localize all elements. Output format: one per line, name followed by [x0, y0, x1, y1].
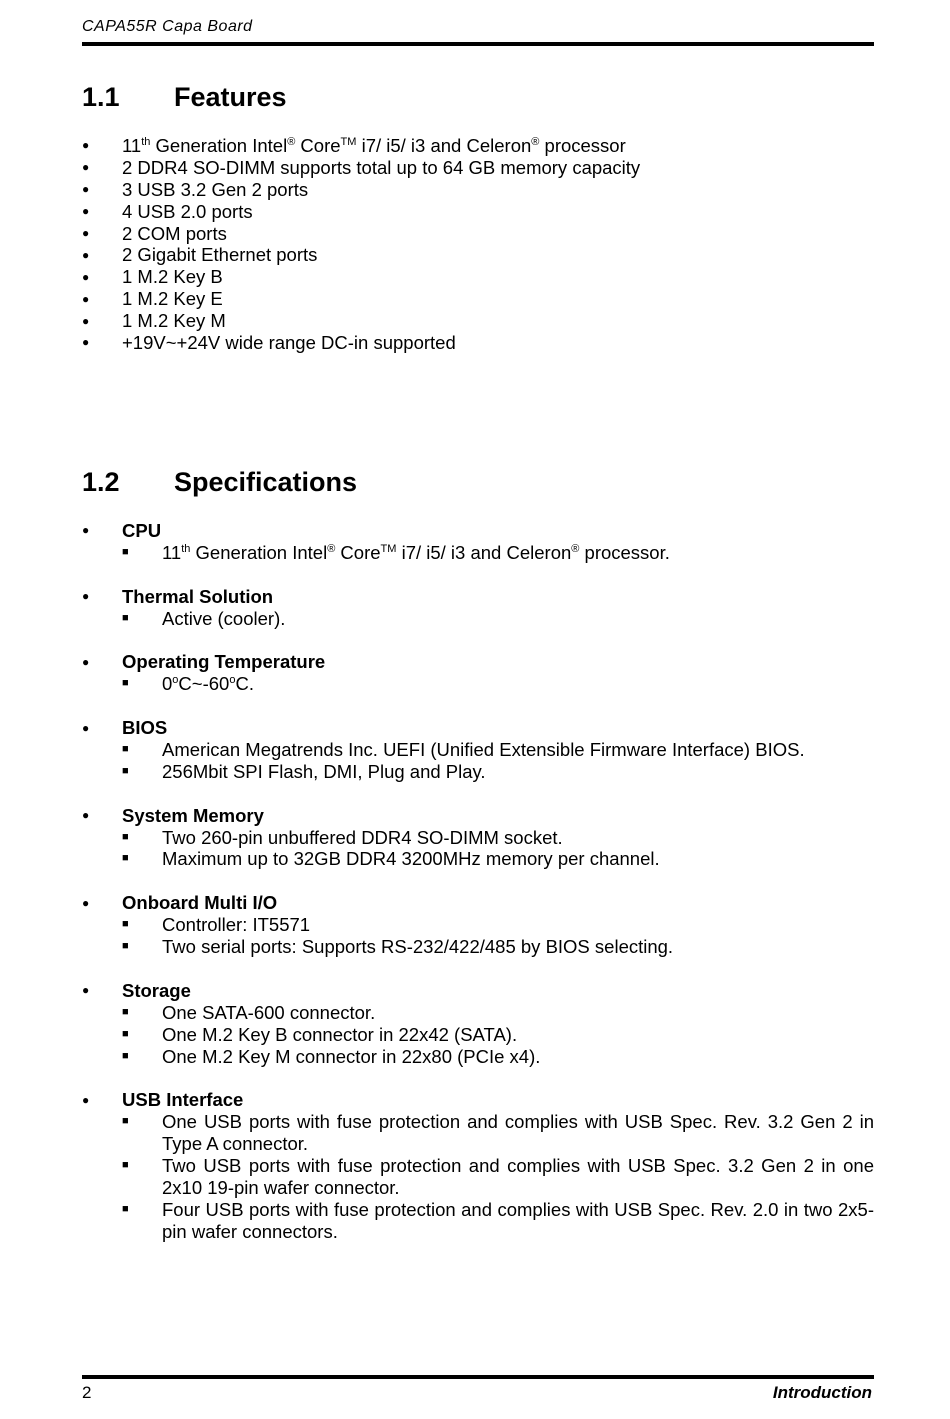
spec-item: ■ Four USB ports with fuse protection and complies with USB Spec. Rev. 2.0 in two 2x5-pin wafer connectors. — [82, 1199, 874, 1243]
spec-group-temperature — [82, 651, 874, 695]
section-number: 1.1 — [82, 82, 120, 112]
square-bullet-icon: ■ — [122, 1005, 129, 1018]
feature-item — [82, 332, 874, 354]
spec-item: ■ 11th Generation Intel® Core™ i7/ i5/ i3 and Celeron® processor. — [82, 542, 874, 564]
bullet-icon: ● — [82, 313, 90, 328]
spec-group-usb — [82, 1089, 874, 1242]
section-number: 1.2 — [82, 467, 120, 497]
spec-item: ■ One SATA-600 connector. — [82, 1002, 874, 1024]
square-bullet-icon: ■ — [122, 677, 129, 690]
square-bullet-icon: ■ — [122, 852, 129, 865]
feature-item — [82, 201, 874, 223]
square-bullet-icon: ■ — [122, 940, 129, 953]
spec-item: ■ 0$^o$C~-60$^o$C. — [82, 673, 874, 695]
spec-item: ■ Controller: IT5571 — [82, 914, 874, 936]
square-bullet-icon: ■ — [122, 545, 129, 558]
bullet-icon: ● — [82, 138, 90, 153]
square-bullet-icon: ■ — [122, 918, 129, 931]
bullet-icon: ● — [82, 589, 90, 604]
bullet-icon: ● — [82, 160, 90, 175]
feature-item — [82, 288, 874, 310]
spec-item: ■ One M.2 Key M connector in 22x80 (PCIe x4). — [82, 1046, 874, 1068]
feature-item — [82, 310, 874, 332]
spec-group-bios — [82, 717, 874, 783]
spec-item: ■ American Megatrends Inc. UEFI (Unified Extensible Firmware Interface) BIOS. — [82, 739, 874, 761]
spec-heading: Storage — [122, 979, 191, 1001]
bullet-icon: ● — [82, 654, 90, 669]
spec-item: ■ Maximum up to 32GB DDR4 3200MHz memory per channel. — [82, 848, 874, 870]
feature-text: 1 M.2 Key B — [122, 266, 223, 288]
spec-item: ■ Two 260-pin unbuffered DDR4 SO-DIMM socket. — [82, 827, 874, 849]
feature-text: 1 M.2 Key E — [122, 288, 223, 310]
feature-text: 2 COM ports — [122, 222, 227, 244]
bullet-icon: ● — [82, 523, 90, 538]
feature-text: 2 DDR4 SO-DIMM supports total up to 64 GB memory capacity — [122, 156, 641, 178]
spec-item: ■ One M.2 Key B connector in 22x42 (SATA). — [82, 1024, 874, 1046]
square-bullet-icon: ■ — [122, 1049, 129, 1062]
square-bullet-icon: ■ — [122, 830, 129, 843]
bullet-icon: ● — [82, 204, 90, 219]
square-bullet-icon: ■ — [122, 1027, 129, 1040]
spec-item: ■ Two serial ports: Supports RS-232/422/485 by BIOS selecting. — [82, 936, 874, 958]
spec-item: ■ One USB ports with fuse protection and complies with USB Spec. Rev. 3.2 Gen 2 in Type A connector. — [82, 1111, 874, 1155]
feature-text: 3 USB 3.2 Gen 2 ports — [122, 178, 309, 200]
square-bullet-icon: ■ — [122, 1159, 129, 1172]
feature-item — [82, 179, 874, 201]
footer-section-name: Introduction — [772, 1383, 872, 1402]
feature-item — [82, 135, 874, 157]
spec-group-cpu — [82, 520, 874, 564]
bullet-icon: ● — [82, 247, 90, 262]
spec-heading: Thermal Solution — [122, 585, 274, 607]
feature-text: 11th Generation Intel® Core™ i7/ i5/ i3 and Celeron® processor — [122, 135, 626, 156]
bullet-icon: ● — [82, 808, 90, 823]
footer-rule — [82, 1375, 874, 1379]
bullet-icon: ● — [82, 291, 90, 306]
square-bullet-icon: ■ — [122, 742, 129, 755]
bullet-icon: ● — [82, 895, 90, 910]
spec-heading: System Memory — [122, 804, 264, 826]
feature-item — [82, 266, 874, 288]
spec-group-thermal — [82, 586, 874, 630]
spec-group-storage — [82, 980, 874, 1068]
spec-item: ■ Two USB ports with fuse protection and complies with USB Spec. 3.2 Gen 2 in one 2x10 19-pin wafer connector. — [82, 1155, 874, 1199]
spec-heading: Onboard Multi I/O — [122, 892, 278, 914]
bullet-icon: ● — [82, 335, 90, 350]
spec-heading: BIOS — [122, 717, 168, 739]
spec-heading: CPU — [122, 520, 162, 541]
square-bullet-icon: ■ — [122, 764, 129, 777]
feature-item — [82, 244, 874, 266]
spec-group-multi-io — [82, 892, 874, 958]
section-title: Features — [174, 82, 287, 112]
header-rule — [82, 42, 874, 46]
feature-text: 2 Gigabit Ethernet ports — [122, 244, 318, 266]
square-bullet-icon: ■ — [122, 1202, 129, 1215]
features-list — [82, 135, 874, 354]
feature-text: 4 USB 2.0 ports — [122, 200, 253, 222]
bullet-icon: ● — [82, 182, 90, 197]
bullet-icon: ● — [82, 269, 90, 284]
section-title: Specifications — [174, 467, 358, 497]
bullet-icon: ● — [82, 226, 90, 240]
spec-heading: USB Interface — [122, 1089, 244, 1111]
spec-item: ■ Active (cooler). — [82, 608, 874, 630]
spec-item: ■ 256Mbit SPI Flash, DMI, Plug and Play. — [82, 761, 874, 783]
section-heading-specifications — [82, 467, 357, 498]
page-number: 2 — [82, 1383, 92, 1402]
square-bullet-icon: ■ — [122, 1115, 129, 1128]
feature-item — [82, 157, 874, 179]
spec-group-memory — [82, 805, 874, 871]
section-heading-features — [82, 82, 287, 113]
spec-heading: Operating Temperature — [122, 651, 326, 673]
square-bullet-icon: ■ — [122, 611, 129, 624]
feature-text: 1 M.2 Key M — [122, 310, 226, 332]
feature-item — [82, 223, 874, 245]
bullet-icon: ● — [82, 983, 90, 998]
running-header: CAPA55R Capa Board — [82, 18, 253, 35]
bullet-icon: ● — [82, 720, 90, 735]
feature-text: +19V~+24V wide range DC-in supported — [122, 332, 456, 354]
specifications-list — [82, 520, 874, 1265]
bullet-icon: ● — [82, 1092, 90, 1107]
